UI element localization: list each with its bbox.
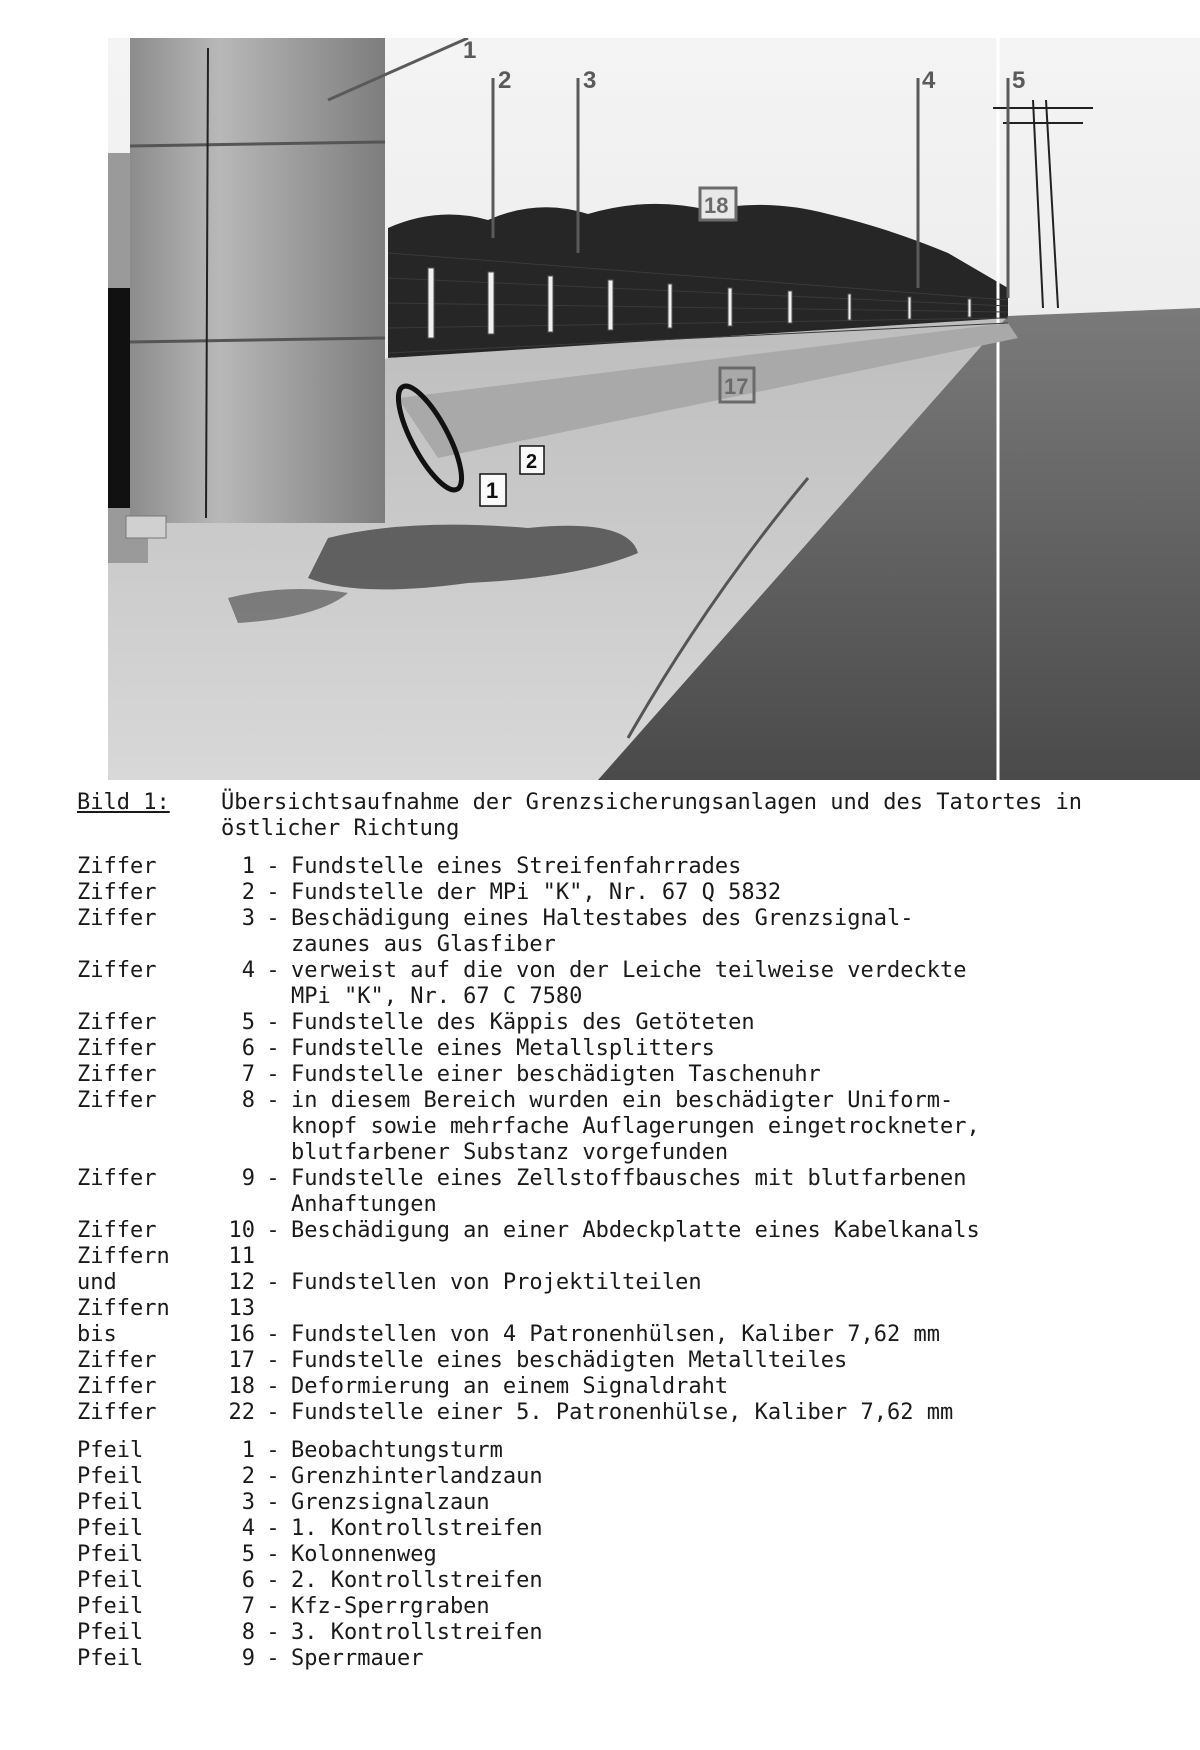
ziffer-row (77, 958, 1177, 1010)
ziffer-row (77, 1166, 1177, 1218)
ziffer-label: Ziffer (77, 1218, 157, 1243)
ziffer-label: Ziffer (77, 1010, 157, 1035)
pfeil-dash: - (266, 1464, 280, 1489)
pfeil-row (77, 1620, 1177, 1646)
pfeil-description: Kolonnenweg (291, 1542, 437, 1567)
ziffer-number: 10 (228, 1218, 255, 1243)
evidence-marker-17-label: 17 (724, 374, 749, 399)
pfeil-label: Pfeil (77, 1620, 144, 1645)
ziffer-dash: - (266, 1088, 280, 1113)
arrow-label-4: 4 (922, 67, 936, 94)
ziffer-row (77, 854, 1177, 880)
pfeil-number: 3 (241, 1490, 255, 1515)
pfeil-number: 6 (241, 1568, 255, 1593)
ziffer-label: Ziffer (77, 1400, 157, 1425)
ziffer-row (77, 1062, 1177, 1088)
ziffer-description: Fundstelle eines beschädigten Metallteiles (291, 1348, 848, 1373)
ziffer-description: Fundstelle eines Metallsplitters (291, 1036, 715, 1061)
pfeil-description: 1. Kontrollstreifen (291, 1516, 543, 1541)
pfeil-dash: - (266, 1490, 280, 1515)
pfeil-dash: - (266, 1620, 280, 1645)
pfeil-dash: - (266, 1542, 280, 1567)
pfeil-description: Beobachtungsturm (291, 1438, 503, 1463)
arrow-label-3: 3 (583, 67, 597, 94)
ziffer-dash: - (266, 1062, 280, 1087)
ziffer-description: Fundstelle der MPi "K", Nr. 67 Q 5832 (291, 880, 782, 905)
ziffer-number: 13 (228, 1296, 255, 1321)
ziffer-dash: - (266, 1400, 280, 1425)
arrow-label-2: 2 (498, 67, 512, 94)
ziffer-number: 1 (241, 854, 255, 879)
pfeil-description: Kfz-Sperrgraben (291, 1594, 490, 1619)
ziffer-description: Fundstelle eines Zellstoffbausches mit blutfarbenen Anhaftungen (291, 1166, 967, 1217)
ziffer-label: und (77, 1270, 117, 1295)
ziffer-label: Ziffer (77, 906, 157, 931)
ziffer-label: Ziffer (77, 1374, 157, 1399)
ziffer-label: Ziffer (77, 1348, 157, 1373)
ziffer-legend (77, 854, 1177, 1426)
ziffer-dash: - (266, 1218, 280, 1243)
arrow-label-1: 1 (463, 38, 477, 64)
ziffer-label: Ziffer (77, 880, 157, 905)
evidence-marker-18-label: 18 (704, 193, 729, 218)
pfeil-description: 3. Kontrollstreifen (291, 1620, 543, 1645)
pfeil-label: Pfeil (77, 1490, 144, 1515)
ziffer-description: in diesem Bereich wurden ein beschädigter Uniform- knopf sowie mehrfache Auflagerungen eingetrockneter, blutfarbener Substanz vorgefunden (291, 1088, 980, 1165)
ziffer-label: bis (77, 1322, 117, 1347)
ziffer-number: 8 (241, 1088, 255, 1113)
ziffer-row (77, 1270, 1177, 1296)
ziffer-dash: - (266, 880, 280, 905)
ziffer-row (77, 1348, 1177, 1374)
ziffer-number: 7 (241, 1062, 255, 1087)
ziffer-description: verweist auf die von der Leiche teilweise verdeckte MPi "K", Nr. 67 C 7580 (291, 958, 967, 1009)
ziffer-dash: - (266, 906, 280, 931)
evidence-marker-1 (480, 474, 506, 506)
ziffer-dash: - (266, 1374, 280, 1399)
pfeil-description: Grenzsignalzaun (291, 1490, 490, 1515)
ziffer-number: 11 (228, 1244, 255, 1269)
ziffer-row (77, 1244, 1177, 1270)
pfeil-description: Grenzhinterlandzaun (291, 1464, 543, 1489)
ziffer-label: Ziffer (77, 1036, 157, 1061)
ziffer-row (77, 1296, 1177, 1322)
ziffer-description: Beschädigung eines Haltestabes des Grenzsignal- zaunes aus Glasfiber (291, 906, 914, 957)
pfeil-label: Pfeil (77, 1568, 144, 1593)
ziffer-number: 2 (241, 880, 255, 905)
ziffer-row (77, 1036, 1177, 1062)
arrow-label-5: 5 (1012, 67, 1026, 94)
ziffer-number: 4 (241, 958, 255, 983)
pfeil-row (77, 1594, 1177, 1620)
ziffer-dash: - (266, 1166, 280, 1191)
ziffer-number: 9 (241, 1166, 255, 1191)
ziffer-description: Fundstelle einer beschädigten Taschenuhr (291, 1062, 821, 1087)
ziffer-label: Ziffern (77, 1244, 170, 1269)
ziffer-row (77, 1218, 1177, 1244)
ziffer-description: Fundstelle einer 5. Patronenhülse, Kaliber 7,62 mm (291, 1400, 954, 1425)
pfeil-label: Pfeil (77, 1542, 144, 1567)
ziffer-dash: - (266, 1348, 280, 1373)
ziffer-description: Fundstelle des Käppis des Getöteten (291, 1010, 755, 1035)
pfeil-dash: - (266, 1646, 280, 1671)
ziffer-description: Deformierung an einem Signaldraht (291, 1374, 729, 1399)
pfeil-row (77, 1490, 1177, 1516)
ziffer-number: 5 (241, 1010, 255, 1035)
ziffer-description: Fundstellen von 4 Patronenhülsen, Kaliber 7,62 mm (291, 1322, 941, 1347)
ziffer-description (291, 1244, 1177, 1270)
ziffer-label: Ziffer (77, 1088, 157, 1113)
ziffer-label: Ziffer (77, 854, 157, 879)
pfeil-label: Pfeil (77, 1516, 144, 1541)
pfeil-label: Pfeil (77, 1646, 144, 1671)
photo-caption (77, 790, 1177, 1672)
ziffer-number: 6 (241, 1036, 255, 1061)
ziffer-number: 3 (241, 906, 255, 931)
pfeil-label: Pfeil (77, 1594, 144, 1619)
pfeil-label: Pfeil (77, 1438, 144, 1463)
ziffer-description: Fundstelle eines Streifenfahrrades (291, 854, 742, 879)
pfeil-dash: - (266, 1516, 280, 1541)
pfeil-label: Pfeil (77, 1464, 144, 1489)
ziffer-row (77, 880, 1177, 906)
photo-drawing (108, 38, 1200, 780)
ziffer-description (291, 1296, 1177, 1322)
pfeil-dash: - (266, 1438, 280, 1463)
pfeil-number: 2 (241, 1464, 255, 1489)
ziffer-row (77, 1010, 1177, 1036)
ziffer-number: 12 (228, 1270, 255, 1295)
pfeil-number: 4 (241, 1516, 255, 1541)
ziffer-description: Fundstellen von Projektilteilen (291, 1270, 702, 1295)
ziffer-description: Beschädigung an einer Abdeckplatte eines Kabelkanals (291, 1218, 980, 1243)
ziffer-number: 17 (228, 1348, 255, 1373)
pfeil-number: 9 (241, 1646, 255, 1671)
pfeil-number: 8 (241, 1620, 255, 1645)
ziffer-row (77, 906, 1177, 958)
crime-scene-photo (108, 38, 1200, 780)
ziffer-dash: - (266, 1322, 280, 1347)
evidence-marker-2-label: 2 (526, 451, 538, 473)
ziffer-dash: - (266, 958, 280, 983)
ziffer-dash: - (266, 1010, 280, 1035)
pfeil-description: 2. Kontrollstreifen (291, 1568, 543, 1593)
caption-title: Übersichtsaufnahme der Grenzsicherungsanlagen und des Tatortes in östlicher Richtung (221, 790, 1082, 841)
ziffer-label: Ziffer (77, 1062, 157, 1087)
pfeil-row (77, 1464, 1177, 1490)
pfeil-row (77, 1542, 1177, 1568)
evidence-marker-1-label: 1 (486, 478, 499, 503)
ziffer-number: 16 (228, 1322, 255, 1347)
ziffer-number: 22 (228, 1400, 255, 1425)
pfeil-number: 5 (241, 1542, 255, 1567)
pfeil-legend (77, 1438, 1177, 1672)
ziffer-number: 18 (228, 1374, 255, 1399)
ziffer-label: Ziffer (77, 1166, 157, 1191)
ziffer-dash (255, 1296, 291, 1322)
pfeil-number: 7 (241, 1594, 255, 1619)
ziffer-dash: - (266, 1036, 280, 1061)
pfeil-row (77, 1568, 1177, 1594)
ziffer-label: Ziffern (77, 1296, 170, 1321)
caption-label: Bild 1: (77, 790, 170, 815)
pfeil-description: Sperrmauer (291, 1646, 424, 1671)
evidence-marker-18 (700, 188, 736, 220)
pfeil-row (77, 1438, 1177, 1464)
pfeil-row (77, 1516, 1177, 1542)
ziffer-row (77, 1322, 1177, 1348)
pfeil-dash: - (266, 1594, 280, 1619)
pfeil-row (77, 1646, 1177, 1672)
ziffer-row (77, 1374, 1177, 1400)
evidence-marker-2 (520, 446, 544, 474)
ziffer-dash: - (266, 1270, 280, 1295)
ziffer-dash (255, 1244, 291, 1270)
caption-title-row (77, 790, 1177, 842)
ziffer-row (77, 1400, 1177, 1426)
pfeil-dash: - (266, 1568, 280, 1593)
pfeil-number: 1 (241, 1438, 255, 1463)
ziffer-dash: - (266, 854, 280, 879)
ziffer-label: Ziffer (77, 958, 157, 983)
ziffer-row (77, 1088, 1177, 1166)
